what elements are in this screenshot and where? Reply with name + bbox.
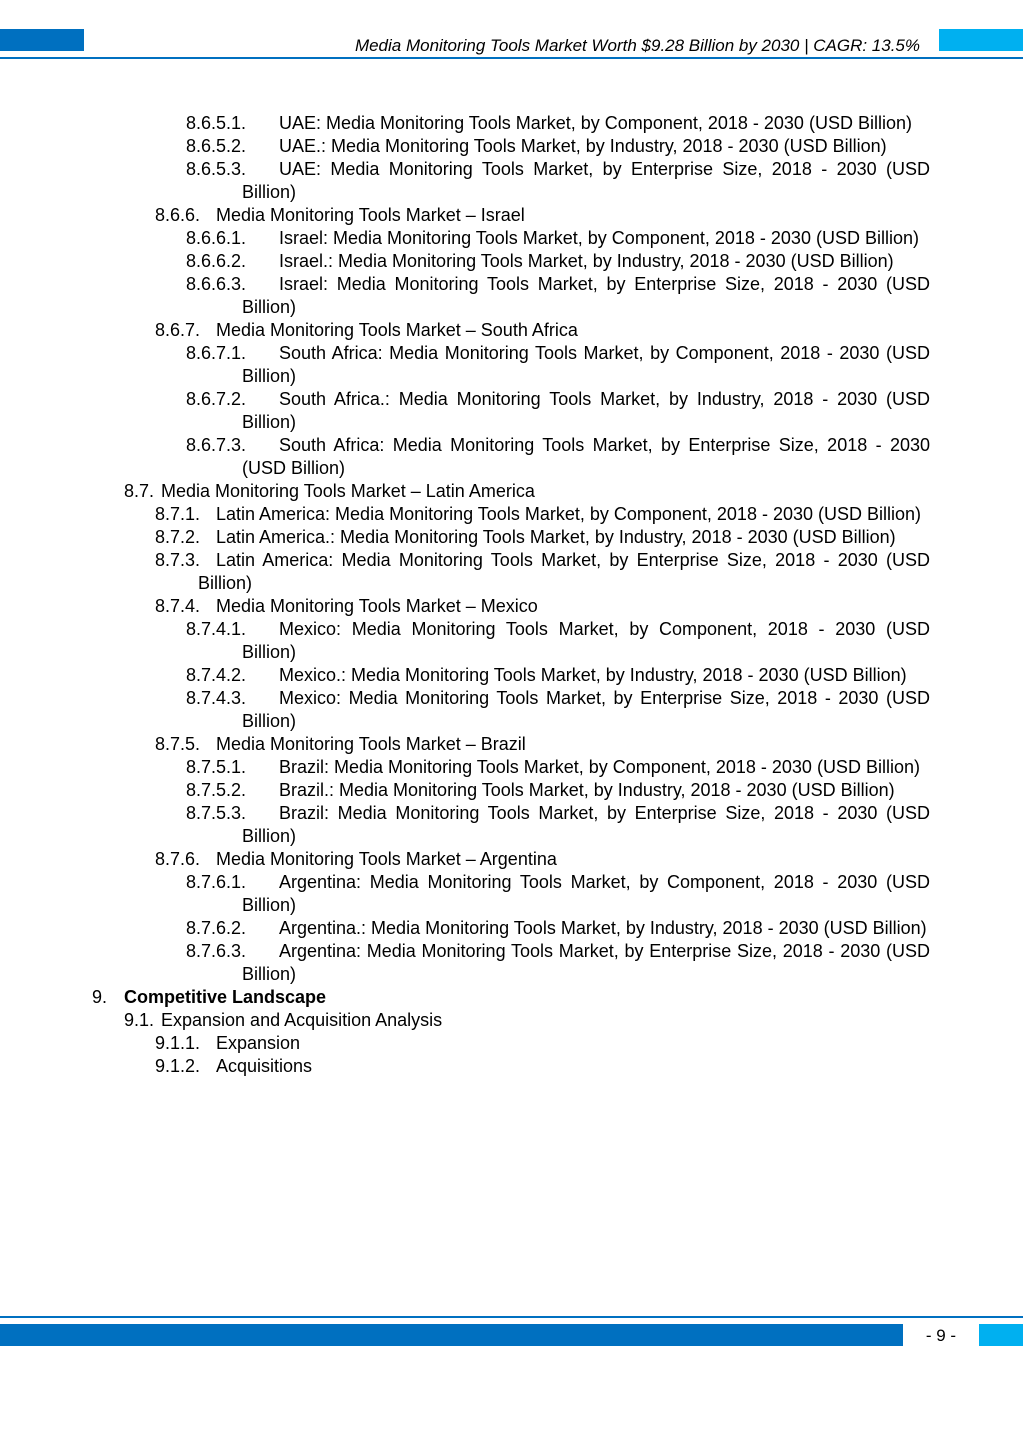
header-left-color-block: [0, 29, 84, 51]
toc-entry-text: Latin America: Media Monitoring Tools Market, by Component, 2018 - 2030 (USD Billion): [216, 504, 922, 524]
footer-rule: [0, 1316, 1023, 1318]
toc-entry-text: Argentina.: Media Monitoring Tools Market, by Industry, 2018 - 2030 (USD Billion): [279, 918, 927, 938]
toc-entry: [0, 986, 930, 1009]
toc-entry: [0, 273, 930, 319]
toc-entry: [0, 756, 930, 779]
toc-entry-number: 8.7.2.: [155, 527, 201, 547]
toc-entry: [0, 112, 930, 135]
header-rule: [0, 57, 1023, 59]
toc-entry: [0, 1032, 930, 1055]
toc-entry: [0, 434, 930, 480]
toc-entry-text: Acquisitions: [216, 1056, 313, 1076]
toc-entry-text: Media Monitoring Tools Market – Mexico: [216, 596, 538, 616]
toc-entry-number: 8.7.5.3.: [186, 803, 247, 823]
toc-entry-text: Latin America.: Media Monitoring Tools Market, by Industry, 2018 - 2030 (USD Billion): [216, 527, 896, 547]
toc-entry: [0, 917, 930, 940]
footer-right-color-block: [979, 1324, 1023, 1346]
toc-entry: [0, 503, 930, 526]
toc-entry-number: 9.: [92, 987, 108, 1007]
toc-entry-number: 8.6.7.2.: [186, 389, 247, 409]
toc-entry: [0, 664, 930, 687]
toc-entry-number: 8.6.6.3.: [186, 274, 247, 294]
toc-entry-text: UAE: Media Monitoring Tools Market, by Enterprise Size, 2018 - 2030 (USD Billion): [242, 159, 930, 202]
toc-entry: [0, 250, 930, 273]
page-number: - 9 -: [925, 1326, 957, 1345]
toc-entry-number: 8.6.5.2.: [186, 136, 247, 156]
table-of-contents: [0, 112, 1023, 1078]
toc-entry: [0, 135, 930, 158]
toc-entry: [0, 687, 930, 733]
toc-entry-number: 8.6.7.3.: [186, 435, 247, 455]
toc-entry: [0, 779, 930, 802]
toc-entry-number: 9.1.: [124, 1010, 155, 1030]
toc-entry: [0, 733, 930, 756]
toc-entry-text: Mexico.: Media Monitoring Tools Market, by Industry, 2018 - 2030 (USD Billion): [279, 665, 907, 685]
toc-entry-number: 8.7.4.2.: [186, 665, 247, 685]
toc-entry-number: 8.7.1.: [155, 504, 201, 524]
toc-entry: [0, 802, 930, 848]
toc-entry-number: 8.7.: [124, 481, 155, 501]
running-header-title: Media Monitoring Tools Market Worth $9.28 Billion by 2030 | CAGR: 13.5%: [354, 36, 920, 55]
toc-entry-number: 8.7.5.: [155, 734, 201, 754]
toc-entry-text: Israel: Media Monitoring Tools Market, by Component, 2018 - 2030 (USD Billion): [279, 228, 919, 248]
header-right-color-block: [939, 29, 1023, 51]
toc-entry-number: 8.6.6.: [155, 205, 201, 225]
toc-entry: [0, 319, 930, 342]
toc-entry-text: Mexico: Media Monitoring Tools Market, by Enterprise Size, 2018 - 2030 (USD Billion): [242, 688, 930, 731]
toc-entry-number: 8.6.6.2.: [186, 251, 247, 271]
toc-entry: [0, 549, 930, 595]
toc-entry-number: 8.7.4.: [155, 596, 201, 616]
toc-entry-text: UAE: Media Monitoring Tools Market, by Component, 2018 - 2030 (USD Billion): [279, 113, 912, 133]
toc-entry: [0, 595, 930, 618]
toc-entry-text: UAE.: Media Monitoring Tools Market, by Industry, 2018 - 2030 (USD Billion): [279, 136, 887, 156]
toc-entry: [0, 618, 930, 664]
toc-entry-text: South Africa: Media Monitoring Tools Market, by Component, 2018 - 2030 (USD Billion): [242, 343, 930, 386]
toc-entry: [0, 480, 930, 503]
toc-entry-number: 8.7.5.2.: [186, 780, 247, 800]
toc-entry-text: Media Monitoring Tools Market – South Africa: [216, 320, 578, 340]
toc-entry-text: Media Monitoring Tools Market – Argentina: [216, 849, 557, 869]
toc-entry-text: Argentina: Media Monitoring Tools Market, by Enterprise Size, 2018 - 2030 (USD Billion): [242, 941, 930, 984]
toc-entry-text: South Africa: Media Monitoring Tools Market, by Enterprise Size, 2018 - 2030 (USD Billion): [242, 435, 930, 478]
toc-entry-text: Israel.: Media Monitoring Tools Market, by Industry, 2018 - 2030 (USD Billion): [279, 251, 894, 271]
toc-entry-number: 9.1.1.: [155, 1033, 201, 1053]
toc-entry-text: Media Monitoring Tools Market – Israel: [216, 205, 525, 225]
toc-entry-text: Latin America: Media Monitoring Tools Market, by Enterprise Size, 2018 - 2030 (USD Billion): [198, 550, 930, 593]
toc-entry-number: 9.1.2.: [155, 1056, 201, 1076]
toc-entry: [0, 848, 930, 871]
toc-entry-number: 8.7.6.1.: [186, 872, 247, 892]
toc-entry-number: 8.7.4.1.: [186, 619, 247, 639]
toc-entry-text: Argentina: Media Monitoring Tools Market, by Component, 2018 - 2030 (USD Billion): [242, 872, 930, 915]
toc-entry-text: Mexico: Media Monitoring Tools Market, by Component, 2018 - 2030 (USD Billion): [242, 619, 930, 662]
toc-entry-number: 8.6.6.1.: [186, 228, 247, 248]
toc-entry: [0, 1055, 930, 1078]
toc-entry: [0, 158, 930, 204]
toc-entry: [0, 1009, 930, 1032]
toc-entry-text: Expansion: [216, 1033, 301, 1053]
toc-entry-text: South Africa.: Media Monitoring Tools Market, by Industry, 2018 - 2030 (USD Billion): [242, 389, 930, 432]
toc-entry: [0, 526, 930, 549]
toc-entry-number: 8.7.3.: [155, 550, 201, 570]
toc-entry-number: 8.7.6.: [155, 849, 201, 869]
toc-entry: [0, 227, 930, 250]
footer-color-bar: [0, 1324, 903, 1346]
toc-entry-text: Brazil: Media Monitoring Tools Market, by Component, 2018 - 2030 (USD Billion): [279, 757, 920, 777]
toc-entry: [0, 871, 930, 917]
toc-entry-number: 8.6.7.1.: [186, 343, 247, 363]
toc-entry: [0, 342, 930, 388]
toc-entry-number: 8.7.4.3.: [186, 688, 247, 708]
toc-entry-number: 8.7.6.2.: [186, 918, 247, 938]
toc-entry-text: Expansion and Acquisition Analysis: [161, 1010, 443, 1030]
toc-entry-number: 8.6.5.1.: [186, 113, 247, 133]
toc-entry-text: Brazil: Media Monitoring Tools Market, by Enterprise Size, 2018 - 2030 (USD Billion): [242, 803, 930, 846]
toc-entry: [0, 940, 930, 986]
toc-entry-number: 8.6.5.3.: [186, 159, 247, 179]
toc-entry-text: Media Monitoring Tools Market – Latin America: [161, 481, 535, 501]
toc-entry-number: 8.7.5.1.: [186, 757, 247, 777]
toc-entry: [0, 204, 930, 227]
toc-entry-number: 8.6.7.: [155, 320, 201, 340]
toc-entry-text: Competitive Landscape: [124, 987, 327, 1007]
toc-entry-text: Media Monitoring Tools Market – Brazil: [216, 734, 526, 754]
toc-entry: [0, 388, 930, 434]
toc-entry-number: 8.7.6.3.: [186, 941, 247, 961]
toc-entry-text: Brazil.: Media Monitoring Tools Market, by Industry, 2018 - 2030 (USD Billion): [279, 780, 895, 800]
toc-entry-text: Israel: Media Monitoring Tools Market, by Enterprise Size, 2018 - 2030 (USD Billion): [242, 274, 930, 317]
